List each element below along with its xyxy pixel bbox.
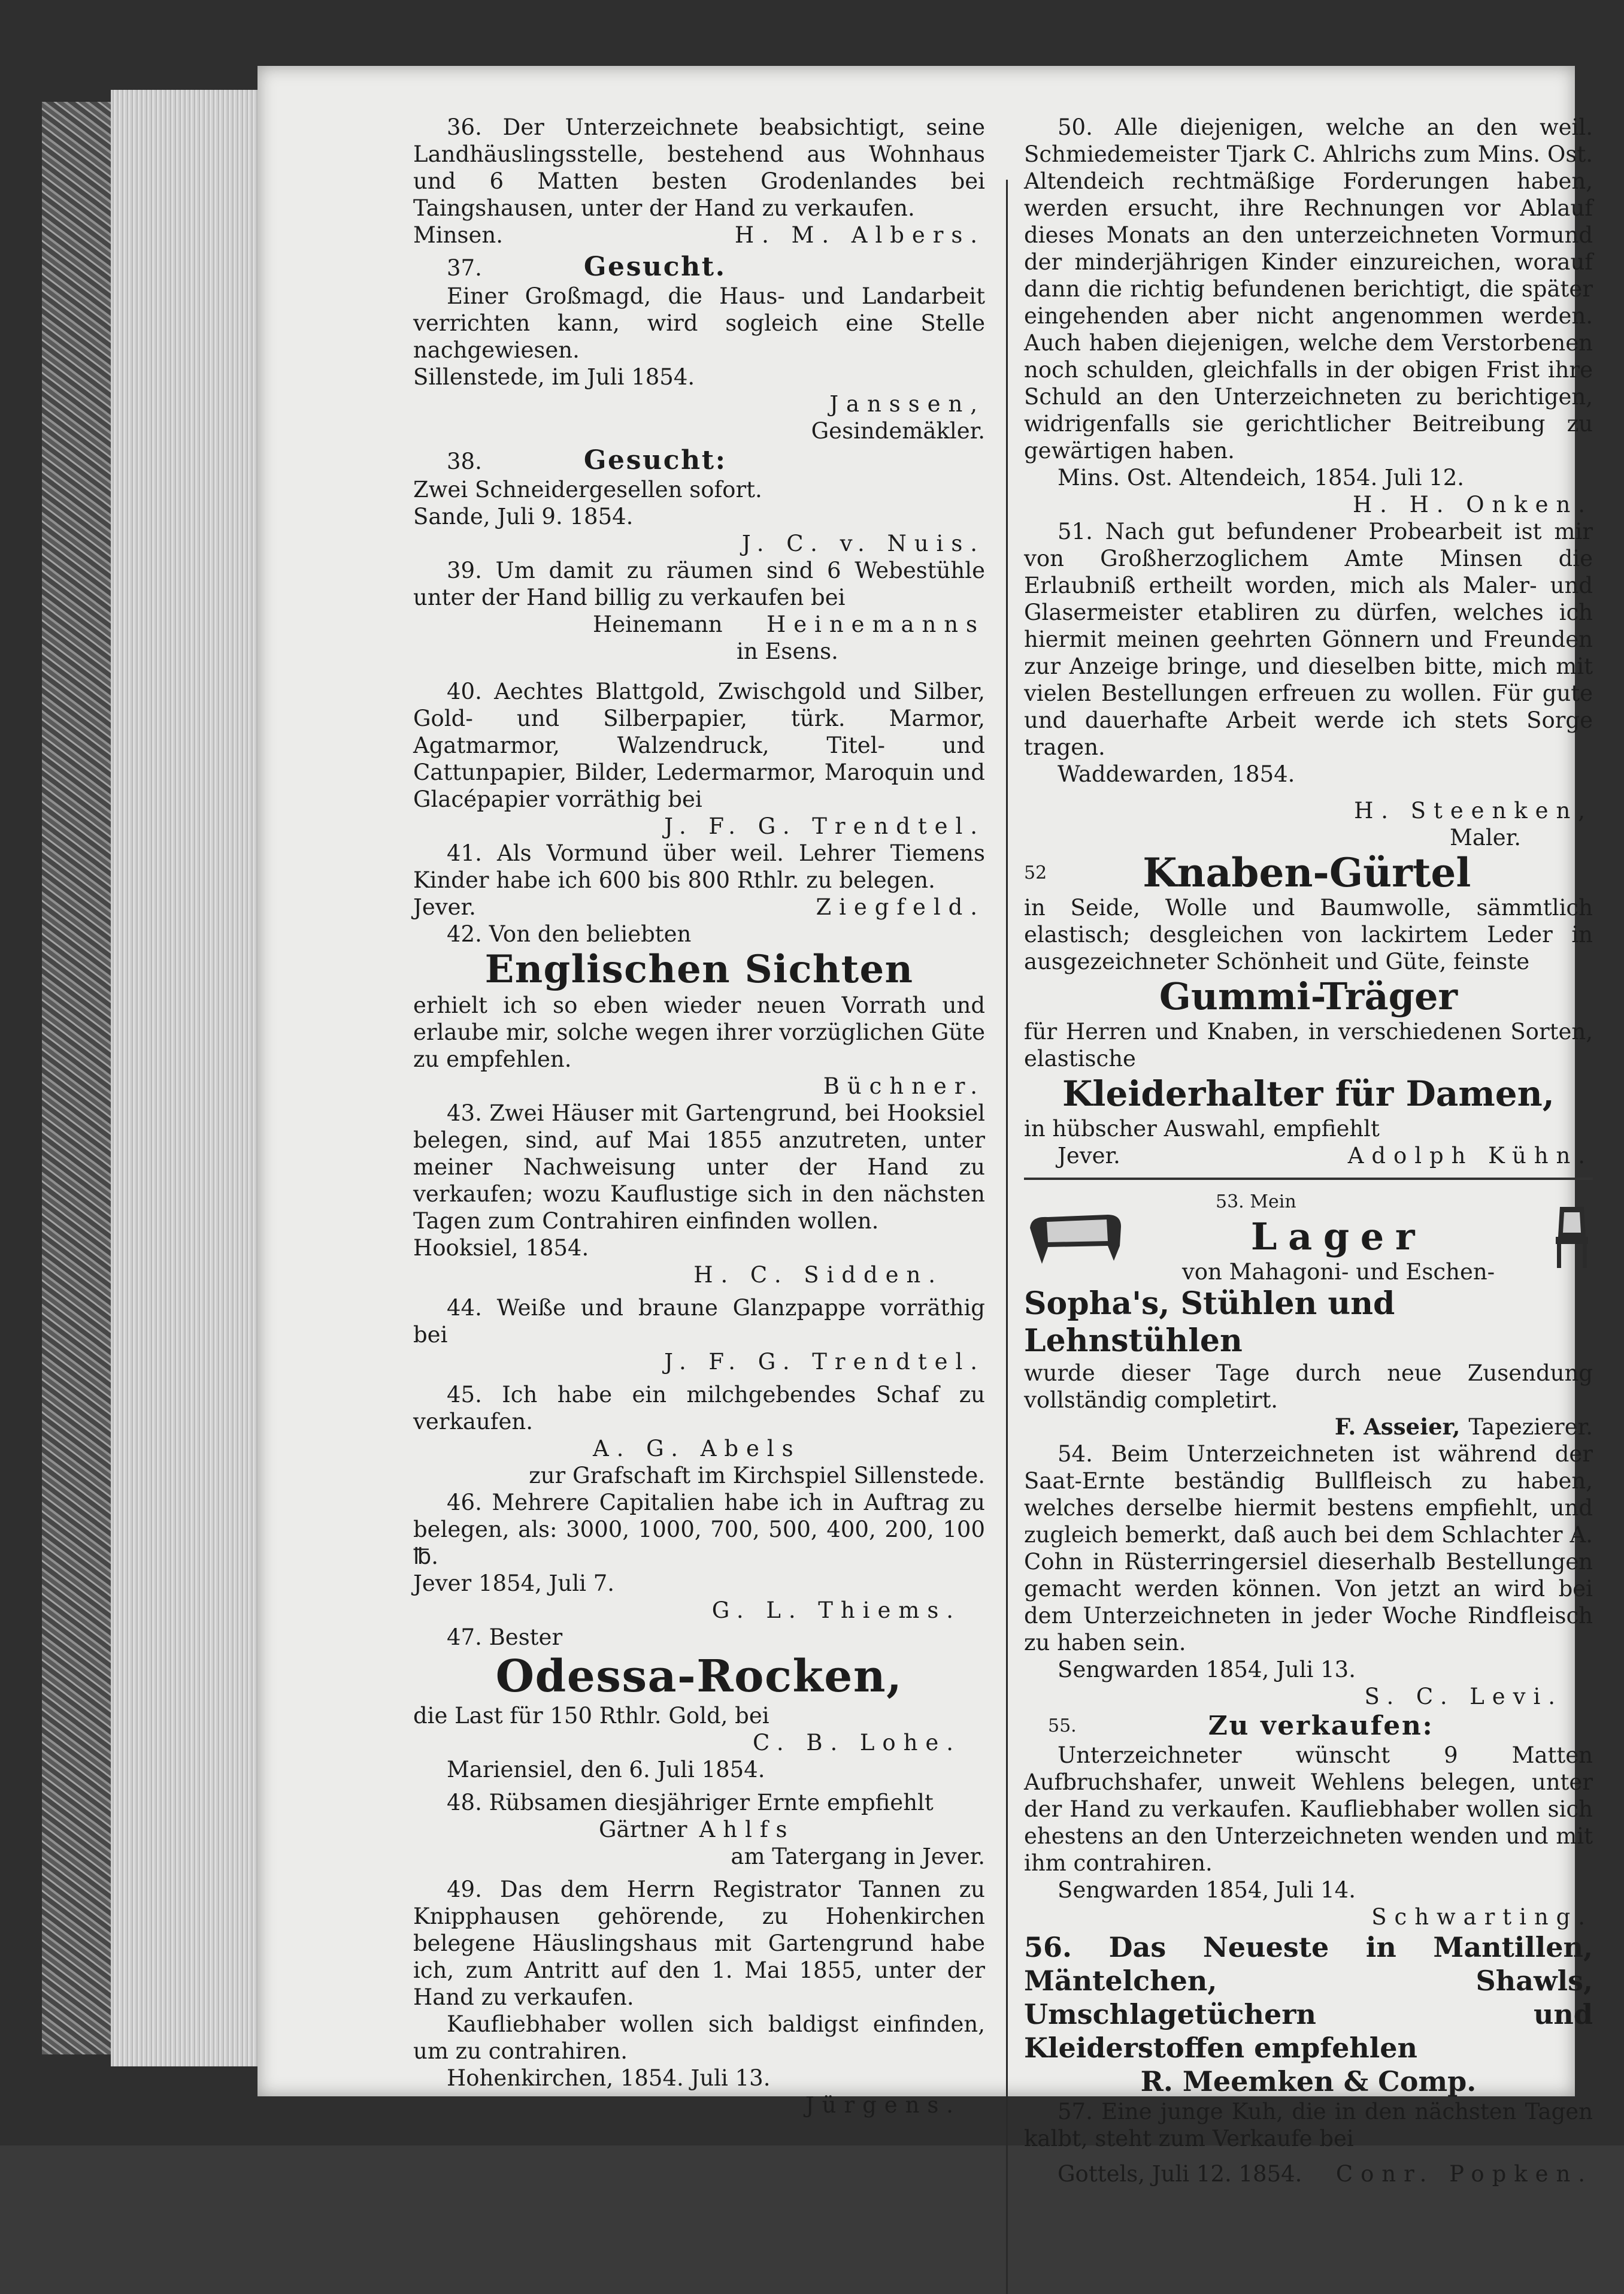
ad-44-sign: J. F. G. Trendtel. — [664, 1349, 985, 1375]
ad-43-text: 43. Zwei Häuser mit Gartengrund, bei Hooksiel belegen, sind, auf Mai 1855 anzutreten, unter meiner Nachweisung unter der Hand zu verkaufen; wozu Kauflustige sich in den nächsten Tagen zum Contrahiren einfinden wollen. — [413, 1100, 985, 1234]
ad-38-head: Gesucht: — [583, 445, 727, 476]
ad-50-text: 50. Alle diejenigen, welche an den weil. Schmiedemeister Tjark C. Ahlrichs zum Mins. Ost. Altendeich rechtmäßige Forderungen haben, werden ersucht, ihre Rechnungen vor Ablauf dieses Monats an den unterzeichneten Vormund der minderjährigen Kinder einzureichen, worauf dann die richtig befundenen berichtigt, die später eingehenden aber nicht angenommen werden. Auch haben diejenigen, welche dem Verstorbenen noch schulden, gleichfalls in der obigen Frist ihre Schuld an den Unterzeichneten zu berichtigen, widrigenfalls sie gerichtlicher Beitreibung zu gewärtigen haben. — [1024, 114, 1593, 464]
ad-56 — [1024, 1930, 1593, 2098]
ad-37-num: 37. — [447, 255, 482, 281]
ad-41-sign: Ziegfeld. — [816, 894, 985, 920]
ad-52-big3: Kleiderhalter für Damen, — [1062, 1073, 1555, 1114]
ad-38-num: 38. — [447, 449, 482, 474]
ad-37-sign: Janssen, — [829, 391, 985, 417]
ad-44 — [413, 1294, 985, 1375]
ad-47-text2: die Last für 150 Rthlr. Gold, bei — [413, 1703, 769, 1729]
ad-55-text: Unterzeichneter wünscht 9 Matten Aufbruchshafer, unweit Wehlens belegen, unter der Hand zu verkaufen. Kaufliebhaber wollen sich ehestens an den Unterzeichneten wenden und mit ihm contrahiren. — [1024, 1742, 1593, 1876]
ad-53-sign: F. Asseier, — [1334, 1414, 1461, 1440]
ad-56-big: 56. Das Neueste in Mantillen, Mäntelchen, Shawls, Umschlagetüchern und Kleiderstoffen empfehlen — [1024, 1931, 1593, 2064]
ad-39-text: 39. Um damit zu räumen sind 6 Webestühle unter der Hand billig zu verkaufen bei — [413, 558, 985, 610]
ad-38-sign: J. C. v. Nuis. — [741, 531, 985, 556]
ad-50 — [1024, 114, 1593, 518]
ad-54-sign: S. C. Levi. — [1364, 1684, 1563, 1709]
ad-49-text2: Kaufliebhaber wollen sich baldigst einfinden, um zu contrahiren. — [413, 2011, 985, 2064]
ad-50-place: Mins. Ost. Altendeich, 1854. Juli 12. — [1058, 465, 1465, 491]
ad-42 — [413, 921, 985, 1100]
ad-36-text: 36. Der Unterzeichnete beabsichtigt, seine Landhäuslingsstelle, bestehend aus Wohnhaus und 6 Matten besten Grodenlandes bei Taingshausen, unter der Hand zu verkaufen. — [413, 114, 985, 221]
ad-45-sign2: zur Grafschaft im Kirchspiel Sillenstede. — [529, 1463, 985, 1488]
ad-45-sign: A. G. Abels — [593, 1436, 801, 1461]
ad-40-sign: J. F. G. Trendtel. — [664, 813, 985, 839]
ad-37-place: Sillenstede, im Juli 1854. — [413, 364, 695, 390]
ad-41 — [413, 840, 985, 921]
ad-39 — [413, 557, 985, 665]
ad-49-sign: Jürgens. — [805, 2092, 961, 2118]
ad-47-place: Mariensiel, den 6. Juli 1854. — [447, 1757, 765, 1782]
ad-54-place: Sengwarden 1854, Juli 13. — [1058, 1657, 1356, 1682]
ad-51 — [1024, 518, 1593, 851]
ad-52-place: Jever. — [1058, 1143, 1120, 1169]
ad-38-text: Zwei Schneidergesellen sofort. — [413, 477, 762, 503]
ad-55 — [1024, 1710, 1593, 1930]
ad-55-place: Sengwarden 1854, Juli 14. — [1058, 1877, 1356, 1903]
ad-48-text: 48. Rübsamen diesjähriger Ernte empfiehlt — [447, 1790, 934, 1815]
ad-38 — [413, 444, 985, 557]
ad-52-num: 52 — [1024, 862, 1047, 883]
ad-52-sign: Adolph Kühn. — [1347, 1143, 1593, 1169]
left-column — [413, 114, 985, 2119]
right-column — [1024, 114, 1593, 2187]
ad-49 — [413, 1876, 985, 2119]
ad-42-text2: erhielt ich so eben wieder neuen Vorrath und erlaube mir, solche wegen ihrer vorzüglichen Güte zu empfehlen. — [413, 992, 985, 1072]
ad-48-sign2: am Tatergang in Jever. — [731, 1844, 985, 1869]
ad-51-sign2: Maler. — [1449, 825, 1521, 851]
ad-36-place: Minsen. — [413, 222, 504, 248]
ad-37 — [413, 251, 985, 444]
ad-39-sign-b: Heinemanns — [766, 612, 985, 637]
ad-42-text: 42. Von den beliebten — [447, 921, 692, 947]
ad-50-sign: H. H. Onken. — [1352, 492, 1593, 517]
ad-53-big1: Lager — [1250, 1215, 1426, 1258]
ad-48-sign-a: Gärtner — [599, 1817, 687, 1842]
chair-icon — [1551, 1204, 1593, 1270]
ad-43 — [413, 1100, 985, 1288]
ad-44-text: 44. Weiße und braune Glanzpappe vorräthig bei — [413, 1295, 985, 1348]
ad-36 — [413, 114, 985, 249]
ad-40-text: 40. Aechtes Blattgold, Zwischgold und Silber, Gold- und Silberpapier, türk. Marmor, Agatmarmor, Walzendruck, Titel- und Cattunpapier, Bilder, Ledermarmor, Maroquin und Glacépapier vorräthig bei — [413, 679, 985, 812]
ad-47 — [413, 1624, 985, 1783]
ad-46-text: 46. Mehrere Capitalien habe ich in Auftrag zu belegen, als: 3000, 1000, 700, 500, 400, 200, 100 ℔. — [413, 1490, 985, 1569]
ad-47-sign: C. B. Lohe. — [752, 1730, 961, 1756]
column-rule — [1006, 180, 1008, 2294]
ad-52-big2: Gummi-Träger — [1159, 975, 1458, 1018]
separator-line — [1024, 1178, 1593, 1180]
ad-57-text: 57. Eine junge Kuh, die in den nächsten Tagen kalbt, steht zum Verkaufe bei — [1024, 2099, 1593, 2151]
ad-56-sign: R. Meemken & Comp. — [1140, 2065, 1477, 2098]
ad-52-big1: Knaben-Gürtel — [1143, 849, 1471, 896]
ad-37-sign2: Gesindemäkler. — [811, 418, 985, 444]
ad-36-sign: H. M. Albers. — [734, 222, 985, 248]
ad-46-sign: G. L. Thiems. — [711, 1597, 961, 1623]
ad-41-text: 41. Als Vormund über weil. Lehrer Tiemens Kinder habe ich 600 bis 800 Rthlr. zu belegen. — [413, 840, 985, 893]
ad-43-place: Hooksiel, 1854. — [413, 1235, 589, 1261]
ad-47-big: Odessa-Rocken, — [495, 1651, 903, 1702]
ad-57-sign: Conr. Popken. — [1335, 2161, 1593, 2187]
ad-43-sign: H. C. Sidden. — [693, 1262, 943, 1288]
ad-49-place: Hohenkirchen, 1854. Juli 13. — [447, 2065, 771, 2091]
ad-38-place: Sande, Juli 9. 1854. — [413, 504, 634, 529]
ad-52-text3: in hübscher Auswahl, empfiehlt — [1024, 1116, 1380, 1142]
ad-49-text: 49. Das dem Herrn Registrator Tannen zu Knipphausen gehörende, zu Hohenkirchen belegene Häuslingshaus mit Gartengrund habe ich, zum Antritt auf den 1. Mai 1855, unter der Hand zu verkaufen. — [413, 1877, 985, 2010]
ad-39-sign-a: Heinemann — [593, 612, 723, 637]
ad-39-sign2: in Esens. — [737, 638, 838, 664]
ad-55-head: Zu verkaufen: — [1208, 1711, 1434, 1741]
ad-51-place: Waddewarden, 1854. — [1058, 761, 1295, 787]
ad-41-place: Jever. — [413, 894, 476, 920]
ad-54-text: 54. Beim Unterzeichneten ist während der Saat-Ernte beständig Bullfleisch zu haben, welches derselbe hiermit bestens empfiehlt, und zugleich bemerkt, daß auch bei dem Schlachter A. Cohn in Rüsterringersiel dieserhalb Bestellungen gemacht werden können. Von jetzt an wird bei dem Unterzeichneten in jeder Woche Rindfleisch zu haben sein. — [1024, 1441, 1593, 1656]
book-marbled-edge — [42, 102, 114, 2054]
ad-53-sign2: Tapezierer. — [1468, 1414, 1593, 1440]
ad-37-head: Gesucht. — [583, 252, 726, 282]
ad-55-num: 55. — [1048, 1715, 1077, 1736]
ad-46-place: Jever 1854, Juli 7. — [413, 1570, 615, 1596]
ad-48 — [413, 1789, 985, 1870]
ad-57 — [1024, 2098, 1593, 2187]
ad-52 — [1024, 851, 1593, 1169]
ad-47-text: 47. Bester — [447, 1624, 563, 1650]
ad-53-big2: Sopha's, Stühlen und Lehnstühlen — [1024, 1285, 1395, 1359]
ad-42-big: Englischen Sichten — [484, 947, 914, 992]
ad-45-text: 45. Ich habe ein milchgebendes Schaf zu verkaufen. — [413, 1382, 985, 1434]
ad-45 — [413, 1381, 985, 1489]
ad-53-text2: wurde dieser Tage durch neue Zusendung vollständig completirt. — [1024, 1360, 1593, 1413]
sofa-icon — [1024, 1204, 1126, 1270]
ad-57-place: Gottels, Juli 12. 1854. — [1058, 2161, 1302, 2187]
ad-53 — [1024, 1188, 1593, 1440]
ad-46 — [413, 1489, 985, 1624]
ad-52-text2: für Herren und Knaben, in verschiedenen Sorten, elastische — [1024, 1019, 1593, 1072]
ad-40 — [413, 678, 985, 840]
ad-53-num: 53. Mein — [1216, 1191, 1296, 1212]
ad-42-sign: Büchner. — [823, 1073, 985, 1099]
ad-54 — [1024, 1440, 1593, 1710]
ad-55-sign: Schwarting. — [1371, 1904, 1593, 1930]
ad-51-text: 51. Nach gut befundener Probearbeit ist mir von Großherzoglichem Amte Minsen die Erlaubniß ertheilt worden, mich als Maler- und Glasermeister etabliren zu dürfen, welches ich hiermit meinen geehrten Gönnern und Freunden zur Anzeige bringe, und dieselben bitte, mich mit vielen Bestellungen erfreuen zu wollen. Für gute und dauerhafte Arbeit werde ich stets Sorge tragen. — [1024, 519, 1593, 760]
ad-48-sign-b: Ahlfs — [699, 1817, 795, 1842]
ad-51-sign: H. Steenken, — [1354, 798, 1593, 824]
ad-53-text1: von Mahagoni- und Eschen- — [1181, 1259, 1495, 1285]
ad-37-text: Einer Großmagd, die Haus- und Landarbeit verrichten kann, wird sogleich eine Stelle nachgewiesen. — [413, 283, 985, 363]
book-page-edges — [111, 90, 266, 2066]
ad-52-text1: in Seide, Wolle und Baumwolle, sämmtlich elastisch; desgleichen von lackirtem Leder in ausgezeichneter Schönheit und Güte, feinste — [1024, 895, 1593, 975]
